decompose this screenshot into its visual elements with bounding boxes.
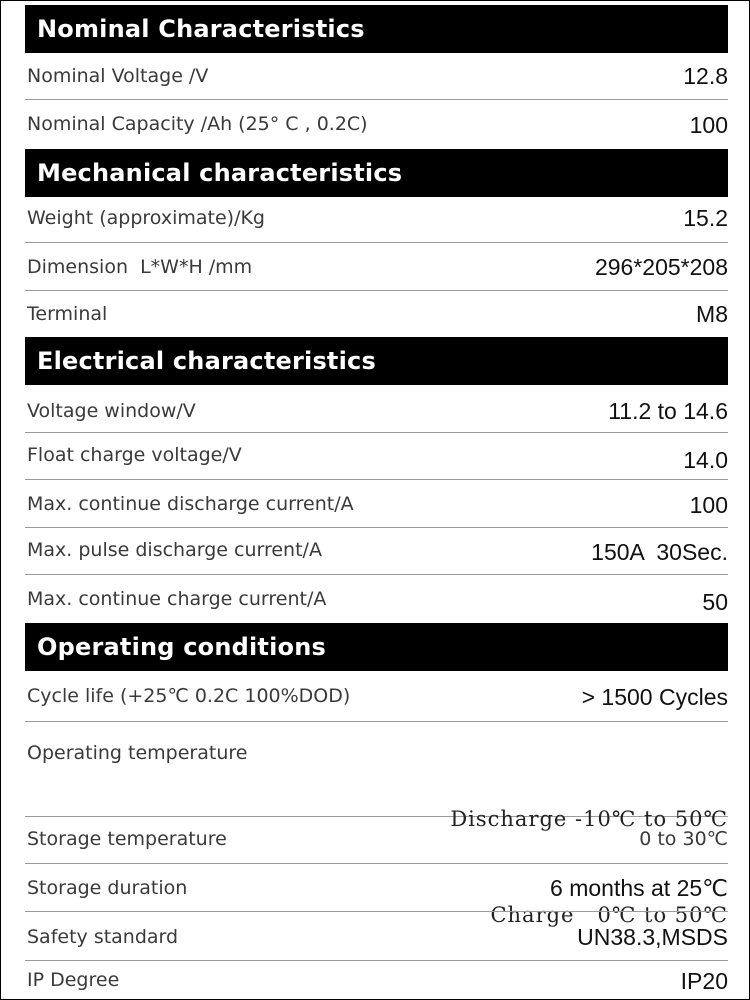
spec-label: Storage temperature bbox=[27, 828, 227, 850]
spec-value: 14.0 bbox=[683, 447, 728, 473]
spec-label: Safety standard bbox=[27, 926, 179, 948]
spec-row-voltage-window bbox=[25, 385, 728, 433]
spec-row-weight bbox=[25, 197, 728, 243]
spec-label: Operating temperature bbox=[27, 742, 248, 764]
spec-value: 6 months at 25℃ bbox=[550, 875, 728, 901]
spec-row-ip-degree bbox=[25, 961, 728, 999]
spec-value: > 1500 Cycles bbox=[581, 684, 728, 710]
spec-value: 11.2 to 14.6 bbox=[608, 398, 728, 424]
spec-row-nominal-voltage bbox=[25, 53, 728, 100]
spec-label: Max. continue charge current/A bbox=[27, 588, 327, 610]
section-title: Mechanical characteristics bbox=[37, 159, 403, 187]
spec-value: IP20 bbox=[680, 968, 728, 994]
spec-label: Max. continue discharge current/A bbox=[27, 493, 354, 515]
spec-row-continue-charge bbox=[25, 575, 728, 623]
section-header-nominal bbox=[25, 5, 728, 53]
spec-label: Weight (approximate)/Kg bbox=[27, 207, 265, 229]
spec-row-dimension bbox=[25, 243, 728, 291]
charge-range: Charge 0℃ to 50℃ bbox=[490, 903, 728, 927]
section-title: Electrical characteristics bbox=[37, 347, 376, 375]
spec-label: Dimension L*W*H /mm bbox=[27, 256, 253, 278]
spec-value: 50 bbox=[702, 589, 728, 615]
spec-label: Terminal bbox=[27, 303, 108, 325]
spec-row-float-charge bbox=[25, 433, 728, 480]
spec-row-storage-temperature bbox=[25, 817, 728, 864]
spec-label: Voltage window/V bbox=[27, 400, 196, 422]
spec-row-terminal bbox=[25, 291, 728, 337]
spec-value: M8 bbox=[696, 301, 728, 327]
section-header-mechanical bbox=[25, 149, 728, 197]
section-title: Operating conditions bbox=[37, 633, 326, 661]
spec-label: Max. pulse discharge current/A bbox=[27, 539, 322, 561]
section-header-operating bbox=[25, 623, 728, 671]
spec-value: 0 to 30℃ bbox=[639, 828, 728, 850]
discharge-range: Discharge -10℃ to 50℃ bbox=[450, 807, 728, 831]
section-header-electrical bbox=[25, 337, 728, 385]
spec-row-storage-duration bbox=[25, 864, 728, 912]
spec-value: 15.2 bbox=[683, 205, 728, 231]
spec-value: 150A 30Sec. bbox=[591, 539, 728, 565]
spec-label: Float charge voltage/V bbox=[27, 444, 242, 466]
spec-label: Cycle life (+25℃ 0.2C 100%DOD) bbox=[27, 685, 351, 707]
spec-value: 100 bbox=[689, 492, 728, 518]
spec-value: 12.8 bbox=[683, 63, 728, 89]
spec-row-continue-discharge bbox=[25, 480, 728, 528]
section-title: Nominal Characteristics bbox=[37, 15, 365, 43]
spec-value: 100 bbox=[689, 112, 728, 138]
spec-value: UN38.3,MSDS bbox=[577, 924, 728, 950]
spec-label: Storage duration bbox=[27, 877, 188, 899]
spec-label: Nominal Voltage /V bbox=[27, 65, 209, 87]
spec-value: 296*205*208 bbox=[594, 254, 728, 280]
spec-row-nominal-capacity bbox=[25, 100, 728, 148]
spec-row-cycle-life bbox=[25, 671, 728, 722]
spec-row-pulse-discharge bbox=[25, 528, 728, 575]
spec-row-safety-standard bbox=[25, 912, 728, 961]
spec-label: IP Degree bbox=[27, 969, 120, 991]
spec-label: Nominal Capacity /Ah (25° C , 0.2C) bbox=[27, 113, 368, 135]
